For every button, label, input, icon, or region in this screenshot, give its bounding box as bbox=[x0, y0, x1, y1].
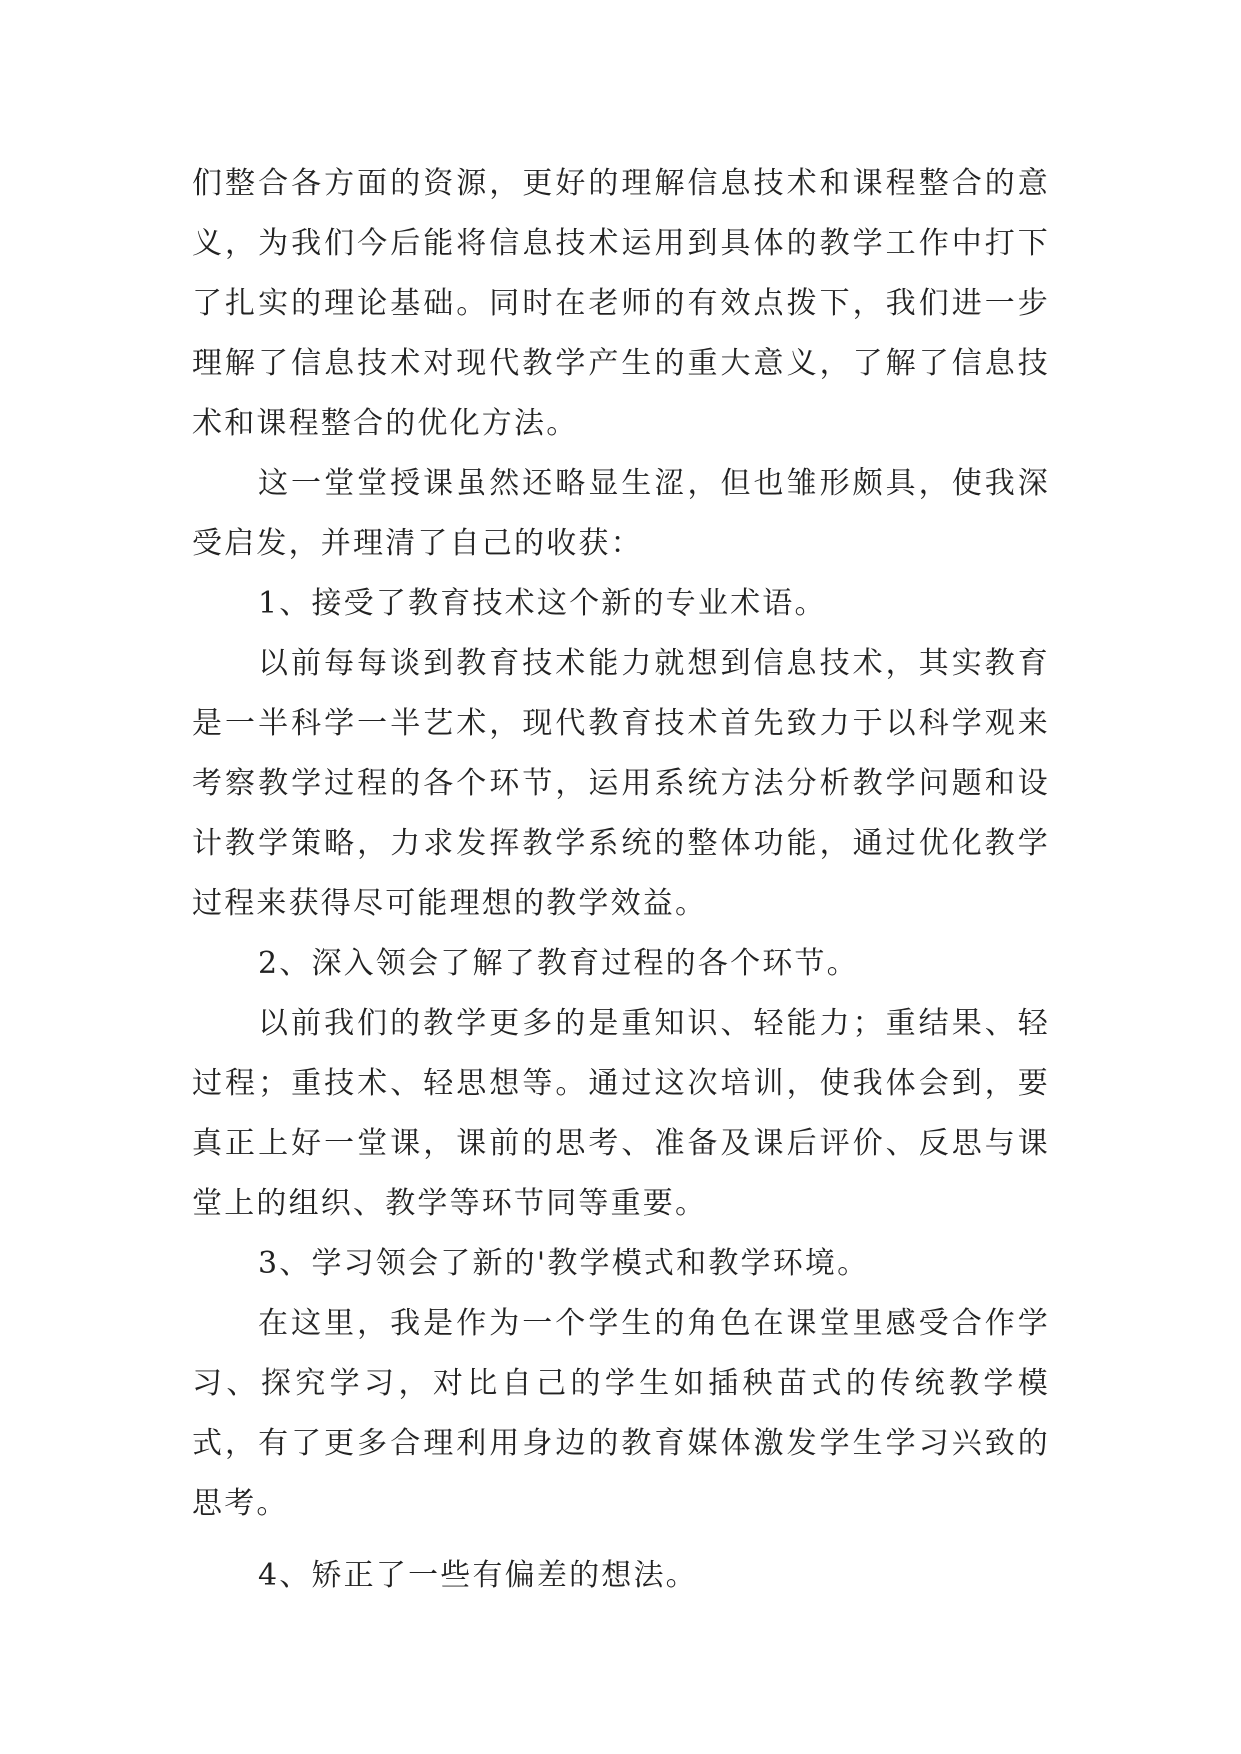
document-body bbox=[192, 154, 1050, 1606]
paragraph-point-1-heading: 1、接受了教育技术这个新的专业术语。 bbox=[258, 586, 827, 621]
paragraph-point-4-heading: 4、矫正了一些有偏差的想法。 bbox=[258, 1558, 698, 1593]
paragraph-continuation: 们整合各方面的资源，更好的理解信息技术和课程整合的意义，为我们今后能将信息技术运用到具体的教学工作中打下了扎实的理论基础。同时在老师的有效点拨下，我们进一步理解了信息技术对现代教学产生的重大意义，了解了信息技术和课程整合的优化方法。 bbox=[192, 166, 1050, 441]
paragraph-point-2-body: 以前我们的教学更多的是重知识、轻能力；重结果、轻过程；重技术、轻思想等。通过这次培训，使我体会到，要真正上好一堂课，课前的思考、准备及课后评价、反思与课堂上的组织、教学等环节同等重要。 bbox=[192, 1006, 1050, 1221]
paragraph-point-3-body: 在这里，我是作为一个学生的角色在课堂里感受合作学习、探究学习，对比自己的学生如插秧苗式的传统教学模式，有了更多合理利用身边的教育媒体激发学生学习兴致的思考。 bbox=[192, 1306, 1050, 1521]
paragraph-reflection-intro: 这一堂堂授课虽然还略显生涩，但也雏形颇具，使我深受启发，并理清了自己的收获： bbox=[192, 466, 1050, 561]
paragraph-point-3-heading: 3、学习领会了新的'教学模式和教学环境。 bbox=[258, 1246, 870, 1281]
paragraph-point-2-heading: 2、深入领会了解了教育过程的各个环节。 bbox=[258, 946, 859, 981]
paragraph-point-1-body: 以前每每谈到教育技术能力就想到信息技术，其实教育是一半科学一半艺术，现代教育技术首先致力于以科学观来考察教学过程的各个环节，运用系统方法分析教学问题和设计教学策略，力求发挥教学系统的整体功能，通过优化教学过程来获得尽可能理想的教学效益。 bbox=[192, 646, 1050, 921]
